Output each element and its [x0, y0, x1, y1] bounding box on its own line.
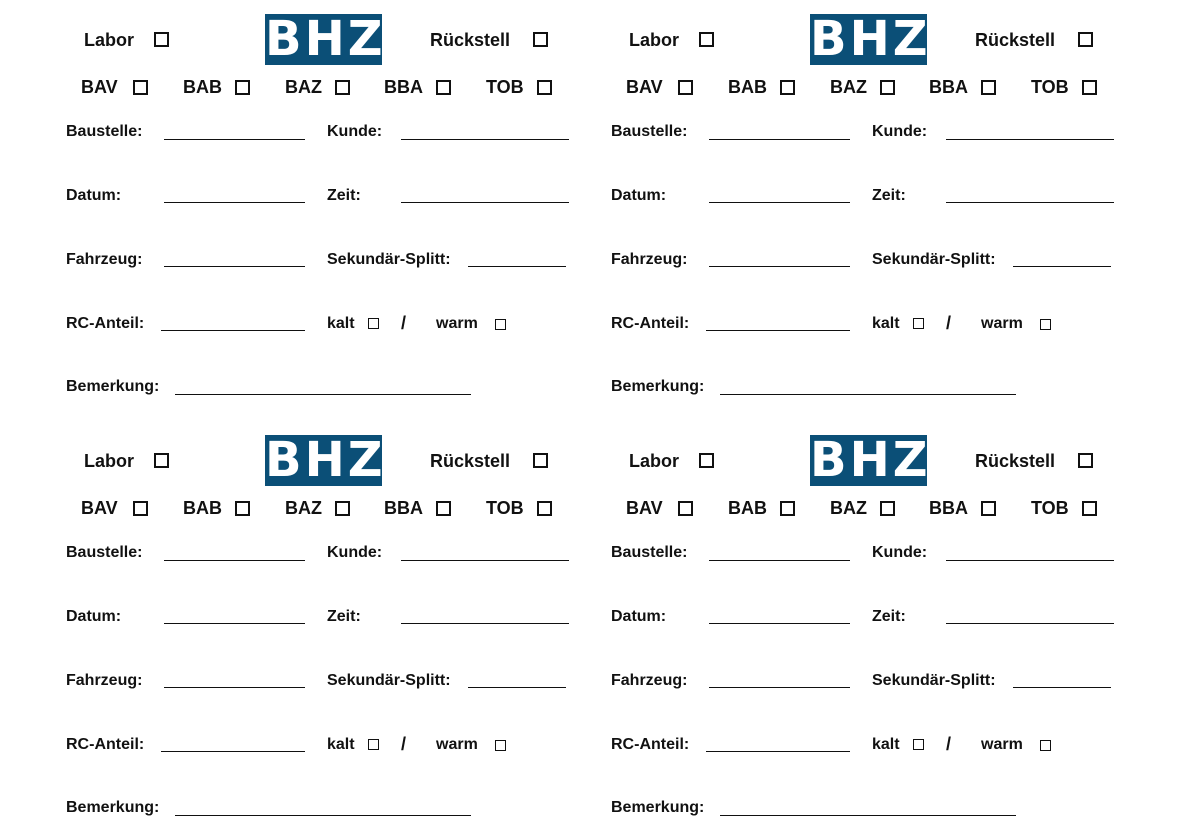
type-label-bab: BAB — [728, 77, 767, 97]
type-checkbox-bab[interactable] — [780, 80, 795, 95]
rc-anteil-field[interactable] — [161, 330, 305, 331]
type-label-tob: TOB — [1031, 77, 1069, 97]
kalt-label: kalt — [872, 736, 900, 753]
type-checkbox-bab[interactable] — [235, 80, 250, 95]
labor-label: Labor — [84, 30, 135, 50]
rc-anteil-field[interactable] — [706, 751, 850, 752]
warm-checkbox[interactable] — [1040, 319, 1051, 330]
type-label-tob: TOB — [486, 498, 524, 518]
bemerkung-field[interactable] — [720, 815, 1016, 816]
type-label-bav: BAV — [81, 77, 118, 97]
type-label-bba: BBA — [384, 498, 423, 518]
kunde-field[interactable] — [401, 560, 569, 561]
type-label-bav: BAV — [626, 498, 663, 518]
separator-slash: / — [946, 313, 952, 333]
fahrzeug-label: Fahrzeug: — [66, 251, 143, 268]
kunde-field[interactable] — [401, 139, 569, 140]
type-label-baz: BAZ — [830, 77, 867, 97]
type-checkbox-bav[interactable] — [678, 80, 693, 95]
sekundaer-splitt-field[interactable] — [468, 687, 566, 688]
fahrzeug-field[interactable] — [164, 687, 305, 688]
type-checkbox-bab[interactable] — [780, 501, 795, 516]
sekundaer-splitt-label: Sekundär-Splitt: — [872, 672, 996, 689]
kalt-checkbox[interactable] — [913, 739, 924, 750]
datum-label: Datum: — [611, 608, 667, 625]
zeit-field[interactable] — [946, 623, 1114, 624]
fahrzeug-label: Fahrzeug: — [611, 251, 688, 268]
type-checkbox-bba[interactable] — [981, 80, 996, 95]
fahrzeug-field[interactable] — [164, 266, 305, 267]
datum-field[interactable] — [709, 202, 850, 203]
rueckstell-checkbox[interactable] — [533, 453, 548, 468]
fahrzeug-label: Fahrzeug: — [611, 672, 688, 689]
kalt-label: kalt — [327, 736, 355, 753]
type-label-baz: BAZ — [285, 498, 322, 518]
datum-label: Datum: — [66, 187, 122, 204]
bhz-logo: BHZ — [810, 432, 931, 488]
labor-checkbox[interactable] — [154, 32, 169, 47]
type-label-bba: BBA — [929, 498, 968, 518]
datum-field[interactable] — [164, 623, 305, 624]
type-label-bab: BAB — [183, 77, 222, 97]
zeit-field[interactable] — [401, 623, 569, 624]
bemerkung-label: Bemerkung: — [66, 799, 160, 816]
bemerkung-label: Bemerkung: — [611, 799, 705, 816]
rueckstell-label: Rückstell — [975, 451, 1056, 471]
baustelle-field[interactable] — [709, 560, 850, 561]
kunde-field[interactable] — [946, 139, 1114, 140]
labor-label: Labor — [629, 451, 680, 471]
rueckstell-checkbox[interactable] — [533, 32, 548, 47]
kalt-checkbox[interactable] — [913, 318, 924, 329]
baustelle-label: Baustelle: — [611, 544, 688, 561]
type-label-baz: BAZ — [830, 498, 867, 518]
warm-label: warm — [981, 736, 1023, 753]
separator-slash: / — [401, 313, 407, 333]
baustelle-field[interactable] — [164, 560, 305, 561]
warm-label: warm — [436, 315, 478, 332]
bemerkung-field[interactable] — [175, 815, 471, 816]
bemerkung-label: Bemerkung: — [66, 378, 160, 395]
type-checkbox-bba[interactable] — [436, 501, 451, 516]
fahrzeug-label: Fahrzeug: — [66, 672, 143, 689]
sample-label-card — [63, 0, 623, 400]
rueckstell-checkbox[interactable] — [1078, 453, 1093, 468]
baustelle-field[interactable] — [709, 139, 850, 140]
rc-anteil-field[interactable] — [706, 330, 850, 331]
separator-slash: / — [401, 734, 407, 754]
bemerkung-field[interactable] — [175, 394, 471, 395]
type-label-tob: TOB — [486, 77, 524, 97]
datum-label: Datum: — [611, 187, 667, 204]
baustelle-field[interactable] — [164, 139, 305, 140]
kalt-checkbox[interactable] — [368, 739, 379, 750]
sekundaer-splitt-label: Sekundär-Splitt: — [872, 251, 996, 268]
type-checkbox-bba[interactable] — [981, 501, 996, 516]
type-checkbox-bav[interactable] — [133, 501, 148, 516]
kunde-label: Kunde: — [327, 123, 383, 140]
type-label-bav: BAV — [81, 498, 118, 518]
rc-anteil-label: RC-Anteil: — [66, 315, 145, 332]
bemerkung-field[interactable] — [720, 394, 1016, 395]
rueckstell-label: Rückstell — [975, 30, 1056, 50]
separator-slash: / — [946, 734, 952, 754]
kalt-checkbox[interactable] — [368, 318, 379, 329]
sekundaer-splitt-label: Sekundär-Splitt: — [327, 672, 451, 689]
warm-checkbox[interactable] — [495, 319, 506, 330]
rueckstell-label: Rückstell — [430, 451, 511, 471]
baustelle-label: Baustelle: — [611, 123, 688, 140]
datum-field[interactable] — [164, 202, 305, 203]
rc-anteil-field[interactable] — [161, 751, 305, 752]
type-label-baz: BAZ — [285, 77, 322, 97]
type-checkbox-bav[interactable] — [133, 80, 148, 95]
kalt-label: kalt — [872, 315, 900, 332]
zeit-label: Zeit: — [872, 608, 906, 625]
kunde-label: Kunde: — [872, 123, 928, 140]
zeit-label: Zeit: — [327, 187, 361, 204]
baustelle-label: Baustelle: — [66, 123, 143, 140]
warm-label: warm — [436, 736, 478, 753]
datum-label: Datum: — [66, 608, 122, 625]
sekundaer-splitt-field[interactable] — [468, 266, 566, 267]
labor-label: Labor — [629, 30, 680, 50]
fahrzeug-field[interactable] — [709, 266, 850, 267]
type-label-bab: BAB — [183, 498, 222, 518]
bhz-logo: BHZ — [265, 432, 386, 488]
labor-checkbox[interactable] — [699, 32, 714, 47]
warm-checkbox[interactable] — [495, 740, 506, 751]
fahrzeug-field[interactable] — [709, 687, 850, 688]
sekundaer-splitt-label: Sekundär-Splitt: — [327, 251, 451, 268]
sample-label-card — [608, 421, 1168, 821]
datum-field[interactable] — [709, 623, 850, 624]
type-checkbox-baz[interactable] — [335, 501, 350, 516]
kunde-field[interactable] — [946, 560, 1114, 561]
kunde-label: Kunde: — [327, 544, 383, 561]
sekundaer-splitt-field[interactable] — [1013, 687, 1111, 688]
type-checkbox-bab[interactable] — [235, 501, 250, 516]
type-checkbox-bba[interactable] — [436, 80, 451, 95]
rc-anteil-label: RC-Anteil: — [66, 736, 145, 753]
zeit-field[interactable] — [946, 202, 1114, 203]
labor-label: Labor — [84, 451, 135, 471]
zeit-label: Zeit: — [872, 187, 906, 204]
labor-checkbox[interactable] — [699, 453, 714, 468]
rc-anteil-label: RC-Anteil: — [611, 736, 690, 753]
type-label-bab: BAB — [728, 498, 767, 518]
sample-label-card — [608, 0, 1168, 400]
bhz-logo: BHZ — [810, 11, 931, 67]
type-checkbox-tob[interactable] — [1082, 501, 1097, 516]
type-label-bav: BAV — [626, 77, 663, 97]
kunde-label: Kunde: — [872, 544, 928, 561]
type-checkbox-baz[interactable] — [880, 80, 895, 95]
baustelle-label: Baustelle: — [66, 544, 143, 561]
sample-label-card — [63, 421, 623, 821]
zeit-label: Zeit: — [327, 608, 361, 625]
rueckstell-checkbox[interactable] — [1078, 32, 1093, 47]
rueckstell-label: Rückstell — [430, 30, 511, 50]
type-checkbox-tob[interactable] — [537, 80, 552, 95]
sekundaer-splitt-field[interactable] — [1013, 266, 1111, 267]
type-checkbox-baz[interactable] — [335, 80, 350, 95]
type-checkbox-bav[interactable] — [678, 501, 693, 516]
type-label-tob: TOB — [1031, 498, 1069, 518]
warm-label: warm — [981, 315, 1023, 332]
bhz-logo: BHZ — [265, 11, 386, 67]
rc-anteil-label: RC-Anteil: — [611, 315, 690, 332]
bemerkung-label: Bemerkung: — [611, 378, 705, 395]
type-checkbox-baz[interactable] — [880, 501, 895, 516]
zeit-field[interactable] — [401, 202, 569, 203]
type-checkbox-tob[interactable] — [1082, 80, 1097, 95]
type-label-bba: BBA — [384, 77, 423, 97]
labor-checkbox[interactable] — [154, 453, 169, 468]
kalt-label: kalt — [327, 315, 355, 332]
type-label-bba: BBA — [929, 77, 968, 97]
warm-checkbox[interactable] — [1040, 740, 1051, 751]
type-checkbox-tob[interactable] — [537, 501, 552, 516]
